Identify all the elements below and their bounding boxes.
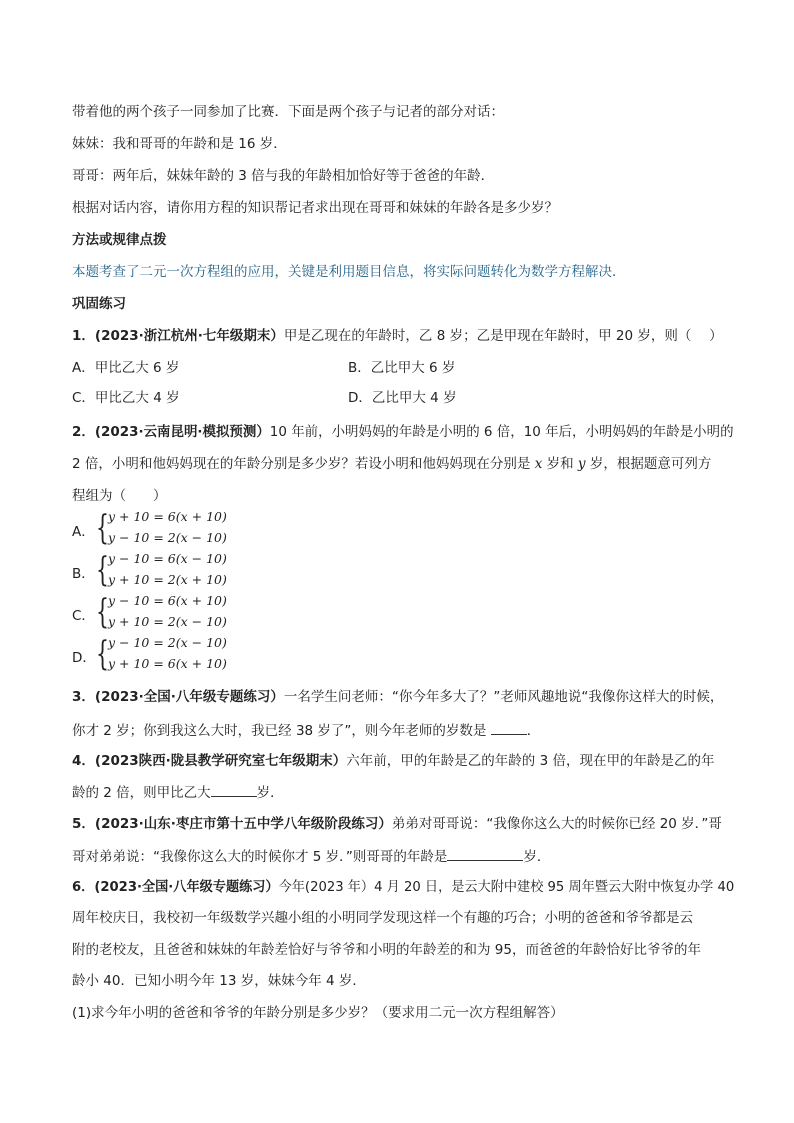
answer-blank[interactable] (447, 846, 523, 861)
choice-label: C． (72, 608, 95, 624)
question-1-source: (2023·浙江杭州·七年级期末） (94, 328, 284, 344)
question-5-line-1 (72, 815, 722, 833)
question-3-line-1 (72, 688, 723, 706)
question-5-source: (2023·山东·枣庄市第十五中学八年级阶段练习） (94, 816, 392, 832)
question-6-line-1 (72, 878, 734, 896)
question-5-line-2 (72, 846, 550, 866)
equation-2: y + 10 = 2(x + 10) (108, 572, 227, 587)
question-2-source: (2023·云南昆明·模拟预测） (94, 424, 270, 440)
question-5-text-1: 弟弟对哥哥说：“我像你这么大的时候你已经 20 岁．”哥 (391, 816, 722, 832)
question-1-choice-d[interactable]: D．乙比甲大 4 岁 (348, 390, 457, 406)
question-6-number: 6． (72, 879, 95, 895)
equation-1: y − 10 = 6(x + 10) (108, 593, 227, 608)
question-2-line-3: 程组为（ ） (72, 488, 167, 504)
brace-icon: { (96, 508, 109, 548)
question-3-number: 3． (72, 689, 95, 705)
choice-label: D． (72, 650, 96, 666)
question-3-text-2a: 你才 2 岁；你到我这么大时，我已经 38 岁了”，则今年老师的岁数是 (72, 723, 491, 739)
question-4-number: 4． (72, 753, 95, 769)
answer-blank[interactable] (211, 782, 257, 797)
question-4-text-1: 六年前，甲的年龄是乙的年龄的 3 倍，现在甲的年龄是乙的年 (346, 753, 715, 769)
question-3-line-2 (72, 720, 540, 740)
method-heading: 方法或规律点拨 (72, 232, 167, 248)
question-1 (72, 327, 723, 345)
question-3-text-1: 一名学生问老师：“你今年多大了？”老师风趣地说“我像你这样大的时候， (283, 689, 724, 705)
question-2-number: 2． (72, 424, 95, 440)
intro-line-4: 根据对话内容，请你用方程的知识帮记者求出现在哥哥和妹妹的年龄各是多少岁？ (72, 200, 558, 216)
choice-label: A． (72, 524, 95, 540)
variable-x: x (534, 456, 543, 472)
question-6-sub-1: (1)求今年小明的爸爸和爷爷的年龄分别是多少岁？（要求用二元一次方程组解答） (72, 1005, 564, 1021)
intro-line-2: 妹妹：我和哥哥的年龄和是 16 岁． (72, 136, 287, 152)
question-3-text-2b: ． (526, 723, 541, 739)
question-6-line-3: 附的老校友，且爸爸和妹妹的年龄差恰好与爷爷和小明的年龄差的和为 95，而爸爸的年龄恰好比爷爷的年 (72, 942, 701, 958)
answer-blank[interactable] (491, 720, 527, 735)
equation-1: y − 10 = 2(x − 10) (108, 635, 227, 650)
question-6-source: (2023·全国·八年级专题练习） (94, 879, 279, 895)
question-2-line-2 (72, 455, 711, 473)
question-2-text-1: 10 年前，小明妈妈的年龄是小明的 6 倍，10 年后，小明妈妈的年龄是小明的 (269, 424, 734, 440)
variable-y: y (577, 456, 586, 472)
question-2-text-2b: 岁和 (546, 456, 574, 472)
method-text: 本题考查了二元一次方程组的应用，关键是利用题目信息，将实际问题转化为数学方程解决． (72, 264, 626, 280)
question-4-text-2b: 岁． (256, 785, 284, 801)
brace-icon: { (96, 634, 109, 674)
question-4-line-1 (72, 752, 714, 770)
choice-label: B． (72, 566, 95, 582)
question-1-text: 甲是乙现在的年龄时，乙 8 岁；乙是甲现在年龄时，甲 20 岁，则（ ） (283, 328, 723, 344)
question-2-text-2a: 2 倍，小明和他妈妈现在的年龄分别是多少岁？若设小明和他妈妈现在分别是 (72, 456, 531, 472)
question-6-text-1: 今年(2023 年）4 月 20 日，是云大附中建校 95 周年暨云大附中恢复办学 40 (278, 879, 735, 895)
brace-icon: { (96, 550, 109, 590)
question-1-choice-b[interactable]: B．乙比甲大 6 岁 (348, 360, 456, 376)
question-4-line-2 (72, 782, 284, 802)
question-1-choice-c[interactable]: C．甲比乙大 4 岁 (72, 390, 180, 406)
question-2-line-1 (72, 423, 734, 441)
question-4-source: (2023陕西·陇县教学研究室七年级期末） (94, 753, 347, 769)
question-1-number: 1． (72, 328, 95, 344)
question-2-text-2c: 岁，根据题意可列方 (589, 456, 712, 472)
question-4-text-2a: 龄的 2 倍，则甲比乙大 (72, 785, 211, 801)
equation-1: y − 10 = 6(x − 10) (108, 551, 227, 566)
equation-2: y + 10 = 6(x + 10) (108, 656, 227, 671)
question-5-text-2a: 哥对弟弟说：“我像你这么大的时候你才 5 岁．”则哥哥的年龄是 (72, 849, 448, 865)
intro-line-1: 带着他的两个孩子一同参加了比赛．下面是两个孩子与记者的部分对话： (72, 104, 504, 120)
question-6-line-2: 周年校庆日，我校初一年级数学兴趣小组的小明同学发现这样一个有趣的巧合；小明的爸爸和爷爷都是云 (72, 910, 693, 926)
question-1-choice-a[interactable]: A．甲比乙大 6 岁 (72, 360, 180, 376)
practice-heading: 巩固练习 (72, 296, 126, 312)
equation-2: y − 10 = 2(x − 10) (108, 530, 227, 545)
question-6-line-4: 龄小 40．已知小明今年 13 岁，妹妹今年 4 岁． (72, 973, 366, 989)
brace-icon: { (96, 592, 109, 632)
intro-line-3: 哥哥：两年后，妹妹年龄的 3 倍与我的年龄相加恰好等于爸爸的年龄． (72, 168, 495, 184)
equation-2: y + 10 = 2(x − 10) (108, 614, 227, 629)
equation-1: y + 10 = 6(x + 10) (108, 509, 227, 524)
question-5-number: 5． (72, 816, 95, 832)
question-3-source: (2023·全国·八年级专题练习） (94, 689, 284, 705)
question-5-text-2b: 岁． (523, 849, 551, 865)
